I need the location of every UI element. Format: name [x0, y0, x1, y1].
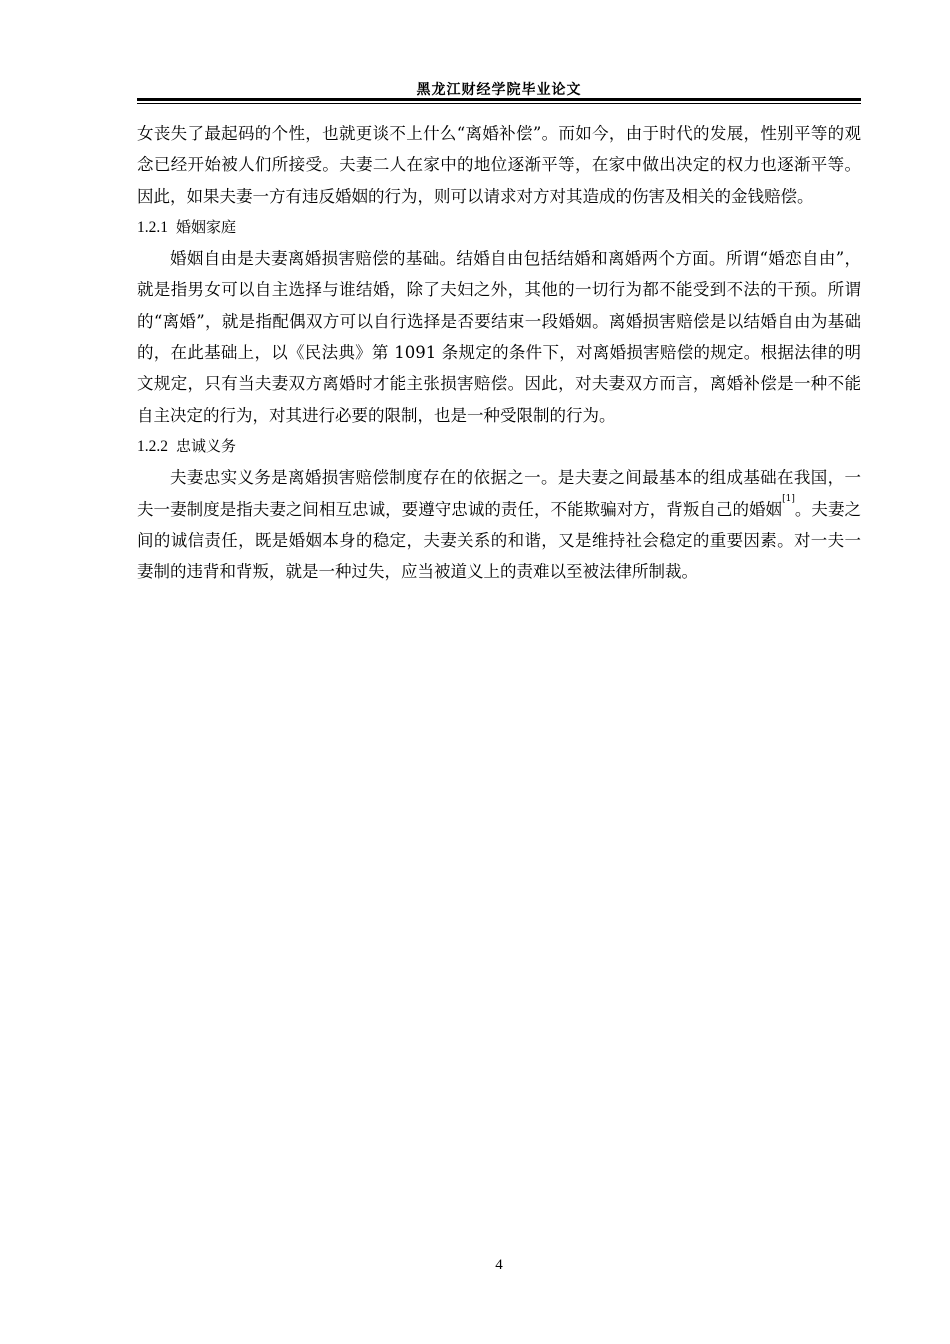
running-header-title: 黑龙江财经学院毕业论文 — [416, 82, 582, 98]
body-paragraph-fidelity — [137, 462, 861, 587]
header-rule-thick — [137, 98, 861, 101]
page-number: 4 — [495, 1257, 503, 1273]
citation-marker: [1] — [782, 493, 795, 504]
body-paragraph-intro: 女丧失了最起码的个性，也就更谈不上什么“离婚补偿”。而如今，由于时代的发展，性别平等的观念已经开始被人们所接受。夫妻二人在家中的地位逐渐平等，在家中做出决定的权力也逐渐平等。因此，如果夫妻一方有违反婚姻的行为，则可以请求对方对其造成的伤害及相关的金钱赔偿。 — [137, 124, 861, 206]
section-heading-1-2-2 — [137, 431, 861, 462]
header-rule-thin — [137, 103, 861, 104]
fidelity-text-part-1: 夫妻忠实义务是离婚损害赔偿制度存在的依据之一。是夫妻之间最基本的组成基础在我国，一夫一妻制度是指夫妻之间相互忠诚，要遵守忠诚的责任，不能欺骗对方，背叛自己的婚姻 — [137, 468, 861, 519]
section-number: 1.2.2 — [137, 437, 168, 455]
section-number: 1.2.1 — [137, 218, 168, 236]
fidelity-text-part-2: 。夫妻之间的诚信责任，既是婚姻本身的稳定，夫妻关系的和谐，又是维持社会稳定的重要因素。对一夫一妻制的违背和背叛，就是一种过失，应当被道义上的责难以至被法律所制裁。 — [137, 499, 862, 582]
section-title: 忠诚义务 — [176, 436, 237, 455]
section-title: 婚姻家庭 — [176, 217, 237, 236]
body-paragraph-marriage-freedom: 婚姻自由是夫妻离婚损害赔偿的基础。结婚自由包括结婚和离婚两个方面。所谓“婚恋自由”，就是指男女可以自主选择与谁结婚，除了夫妇之外，其他的一切行为都不能受到不法的干预。所谓的“离婚”，就是指配偶双方可以自行选择是否要结束一段婚姻。离婚损害赔偿是以结婚自由为基础的，在此基础上，以《民法典》第 1091 条规定的条件下，对离婚损害赔偿的规定。根据法律的明文规定，只有当夫妻双方离婚时才能主张损害赔偿。因此，对夫妻双方而言，离婚补偿是一种不能自主决定的行为，对其进行必要的限制，也是一种受限制的行为。 — [137, 249, 861, 425]
page-body — [137, 118, 861, 587]
section-heading-1-2-1 — [137, 212, 861, 243]
